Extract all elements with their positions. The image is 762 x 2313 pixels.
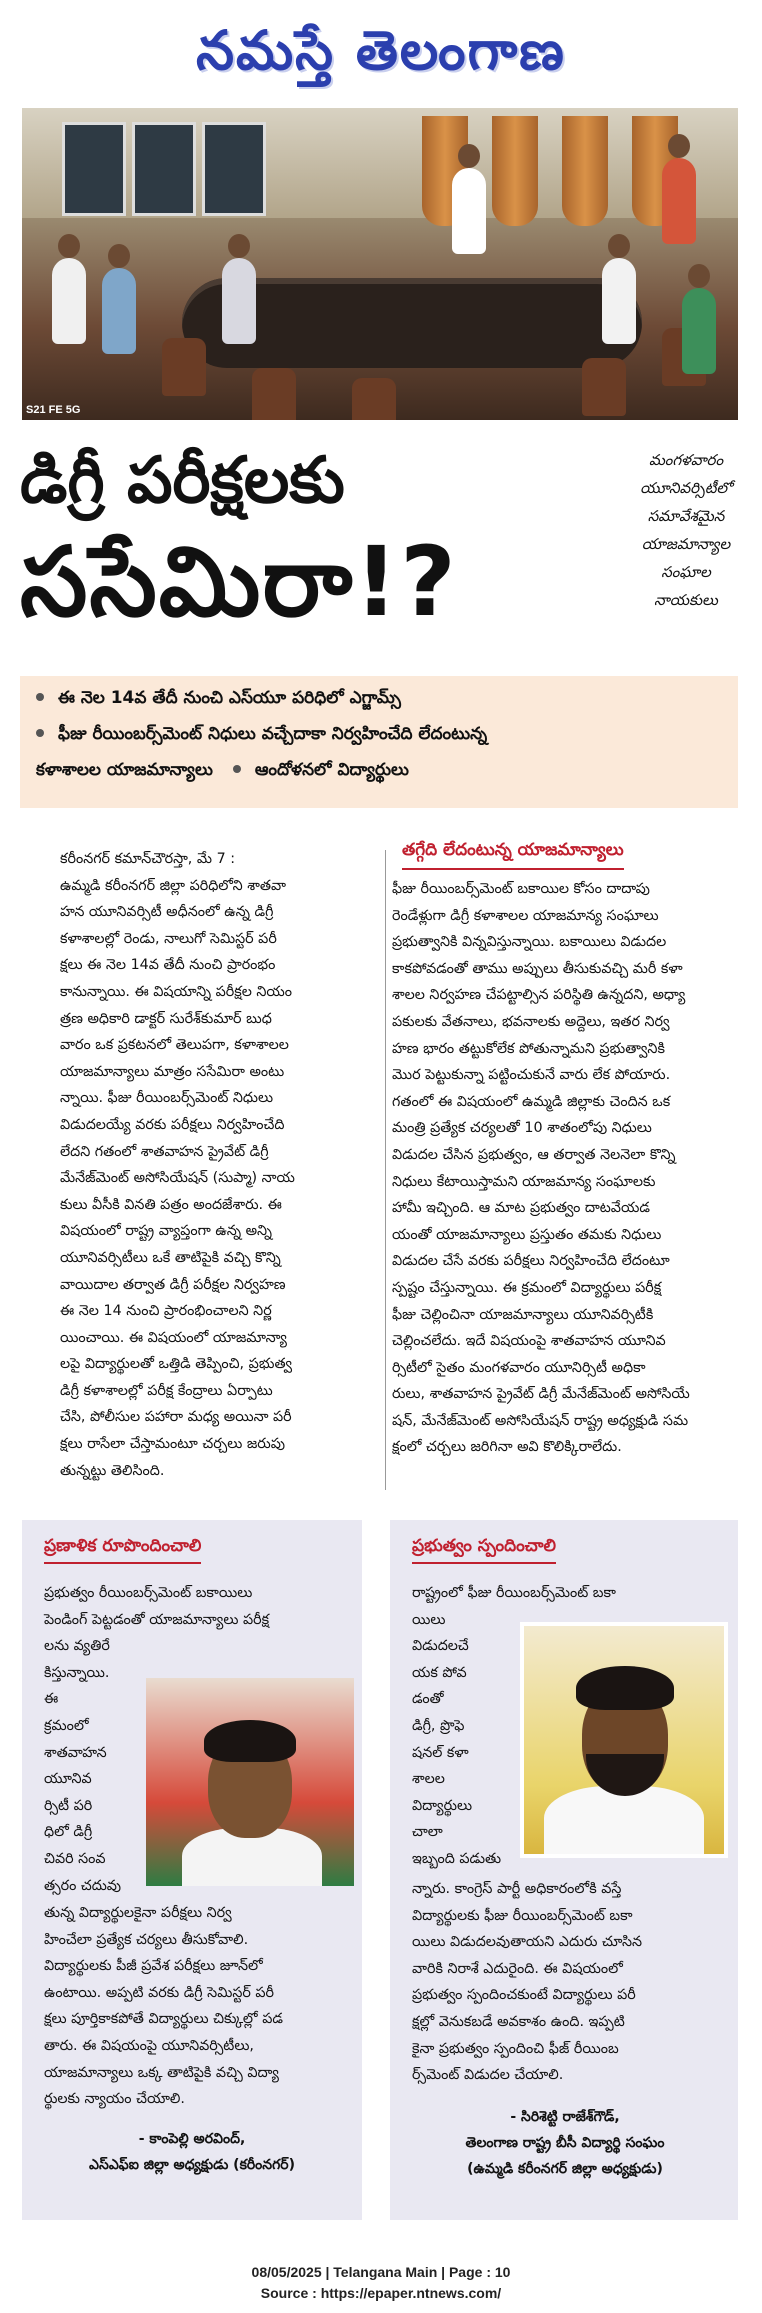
article-line: యంతో యాజమాన్యాలు ప్రస్తుతం తమకు నిధులు bbox=[392, 1226, 662, 1243]
photo-chair bbox=[252, 368, 296, 420]
quote-line: యక పోవ bbox=[412, 1664, 467, 1681]
article-line: మంత్రి ప్రత్యేక చర్యలతో 10 శాతంలోపు నిధులు bbox=[392, 1120, 652, 1137]
subheading-managements bbox=[402, 840, 624, 868]
quote-line: క్షలు పూర్తికాకపోతే విద్యార్థులు చిక్కుల్లో పడ bbox=[44, 2011, 283, 2028]
quote-line: కైనా ప్రభుత్వం స్పందించి ఫీజ్ రీయింబ bbox=[412, 2040, 619, 2057]
photo-person bbox=[52, 258, 86, 344]
photo-person-head bbox=[458, 144, 480, 168]
photo-person-head bbox=[108, 244, 130, 268]
photo-person bbox=[662, 158, 696, 244]
quote-line: విడుదలచే bbox=[412, 1638, 469, 1655]
quote-box-left bbox=[22, 1520, 362, 2220]
article-line: ప్రభుత్వానికి విన్నవిస్తున్నాయి. బకాయిలు విడుదల bbox=[392, 934, 667, 951]
article-line: ఉమ్మడి కరీంనగర్ జిల్లా పరిధిలోని శాతవా bbox=[60, 877, 286, 894]
highlight-text: ఆందోళనలో విద్యార్థులు bbox=[254, 760, 409, 780]
photo-person-head bbox=[58, 234, 80, 258]
byline-designation: (ఉమ్మడి కరీంనగర్ జిల్లా అధ్యక్షుడు) bbox=[467, 2161, 663, 2177]
photo-wall bbox=[22, 108, 738, 218]
quote-box-text-bottom bbox=[412, 1876, 728, 2089]
article-line: యించాయి. ఈ విషయంలో యాజమాన్యా bbox=[60, 1329, 287, 1346]
article-line: ఈ నెల 14 నుంచి ప్రారంభించాలని నిర్ణ bbox=[60, 1303, 272, 1320]
quote-line: యాజమాన్యాలు ఒక్క తాటిపైకి వచ్చి విద్యా bbox=[44, 2064, 279, 2081]
footer-source-link[interactable]: Source : https://epaper.ntnews.com/ bbox=[260, 2285, 502, 2301]
quote-box-text-bottom bbox=[44, 1900, 354, 2113]
article-line: మొర పెట్టుకున్నా పట్టించుకునే వారు లేక పోయారు. bbox=[392, 1067, 671, 1084]
quote-line: చాలా bbox=[412, 1824, 443, 1841]
news-photo bbox=[22, 108, 738, 420]
article-line: ఫీజు చెల్లించినా యాజమాన్యాలు యూనివర్సిటీకి bbox=[392, 1306, 654, 1323]
sidenote-line: నాయకులు bbox=[654, 591, 718, 609]
quote-line: యిలు bbox=[412, 1611, 446, 1628]
quote-line: తున్న విద్యార్థులకైనా పరీక్షలు నిర్వ bbox=[44, 1905, 232, 1921]
sidenote-line: యూనివర్సిటీలో bbox=[640, 479, 732, 497]
quote-line: విద్యార్థులకు పీజీ ప్రవేశ పరీక్షలు జూన్‌లో bbox=[44, 1958, 263, 1975]
article-line: యాజమాన్యాలు మాత్రం ససేమిరా అంటు bbox=[60, 1063, 285, 1080]
quote-line: హించేలా ప్రత్యేక చర్యలు తీసుకోవాలి. bbox=[44, 1931, 249, 1948]
photo-device-caption: S21 FE 5G bbox=[26, 404, 81, 416]
byline-rajesh bbox=[398, 2104, 732, 2182]
article-line: గతంలో ఈ విషయంలో ఉమ్మడి జిల్లాకు చెందిన ఒక bbox=[392, 1093, 671, 1110]
quote-line: చివరి సంవ bbox=[44, 1850, 106, 1867]
quote-line: శాలల bbox=[412, 1771, 445, 1788]
photo-curtain bbox=[562, 116, 608, 226]
article-line: కాకపోవడంతో తాము అప్పులు తీసుకువచ్చి మరీ కళా bbox=[392, 960, 683, 977]
highlight-row bbox=[36, 684, 401, 712]
photo-window bbox=[62, 122, 126, 216]
article-column-left bbox=[60, 846, 382, 1484]
highlight-text: ఈ నెల 14వ తేదీ నుంచి ఎస్‌యూ పరిధిలో ఎగ్జామ్స్ bbox=[58, 688, 401, 708]
highlights-box bbox=[20, 676, 738, 808]
article-line: డిగ్రీ కళాశాలల్లో పరీక్ష కేంద్రాలు ఏర్పాటు bbox=[60, 1382, 273, 1399]
article-line: క్షలు ఈ నెల 14వ తేదీ నుంచి ప్రారంభం bbox=[60, 957, 276, 974]
photo-chair bbox=[352, 378, 396, 420]
quote-box-right bbox=[390, 1520, 738, 2220]
photo-person bbox=[682, 288, 716, 374]
article-line: న్నాయి. ఫీజు రీయింబర్స్‌మెంట్ నిధులు bbox=[60, 1090, 274, 1107]
quote-line: డిగ్రీ, ప్రొఫె bbox=[412, 1717, 465, 1734]
photo-window bbox=[132, 122, 196, 216]
subheading-text: తగ్గేది లేదంటున్న యాజమాన్యాలు bbox=[402, 840, 624, 860]
article-line: లపై విద్యార్థులతో ఒత్తిడి తెప్పించి, ప్రభుత్వ bbox=[60, 1356, 293, 1373]
byline-designation: ఎస్ఎఫ్ఐ జిల్లా అధ్యక్షుడు (కరీంనగర్) bbox=[89, 2157, 295, 2173]
article-line: క్షంలో చర్చలు జరిగినా అవి కొలిక్కిరాలేదు. bbox=[392, 1439, 622, 1456]
article-line: కళాశాలల్లో రెండు, నాలుగో సెమిస్టర్ పరీ bbox=[60, 930, 277, 947]
quote-line: ఉంటాయి. అప్పటి వరకు డిగ్రీ సెమిస్టర్ పరీ bbox=[44, 1984, 275, 2001]
quote-line: రాష్ట్రంలో ఫీజు రీయింబర్స్‌మెంట్ బకా bbox=[412, 1585, 616, 1601]
heading-underline bbox=[412, 1562, 556, 1564]
photo-window bbox=[202, 122, 266, 216]
article-line: నిధులు కేటాయిస్తామని యాజమాన్య సంఘాలకు bbox=[392, 1173, 656, 1190]
bullet-icon bbox=[233, 765, 241, 773]
quote-line: డంతో bbox=[412, 1691, 444, 1708]
article-line: షన్, మేనేజ్‌మెంట్ అసోసియేషన్ రాష్ట్ర అధ్యక్షుడి సమ bbox=[392, 1412, 689, 1429]
footer-edition-info: 08/05/2025 | Telangana Main | Page : 10 bbox=[251, 2264, 511, 2280]
quote-line: శాతవాహన bbox=[44, 1744, 107, 1761]
quote-line: క్షల్లో వెనుకబడే అవకాశం ఉంది. ఇప్పటి bbox=[412, 2013, 625, 2030]
photo-chair bbox=[582, 358, 626, 416]
photo-person bbox=[602, 258, 636, 344]
article-line: విడుదలయ్యే వరకు పరీక్షలు నిర్వహించేది bbox=[60, 1116, 285, 1133]
quote-line: షనల్ కళా bbox=[412, 1744, 469, 1761]
quote-box-heading bbox=[412, 1536, 556, 1560]
byline-designation: తెలంగాణ రాష్ట్ర బీసీ విద్యార్థి సంఘం bbox=[465, 2135, 665, 2151]
quote-line: ప్రభుత్వం స్పందించకుంటే విద్యార్థులు పరీ bbox=[412, 1987, 636, 2004]
portrait-hair bbox=[204, 1720, 296, 1762]
masthead bbox=[0, 0, 762, 100]
article-line: హామీ ఇచ్చింది. ఆ మాట ప్రభుత్వం దాటవేయడ bbox=[392, 1200, 650, 1217]
headline bbox=[20, 440, 620, 642]
quote-line: ర్థులకు న్యాయం చేయాలి. bbox=[44, 2091, 185, 2108]
portrait-aravind bbox=[146, 1678, 354, 1886]
headline-line-2: ససేమిరా!? bbox=[20, 526, 458, 638]
article-line: యూనివర్సిటీలు ఒకే తాటిపైకి వచ్చి కొన్ని bbox=[60, 1249, 281, 1266]
quote-line: కిస్తున్నాయి. bbox=[44, 1664, 110, 1681]
article-line: విషయంలో రాష్ట్ర వ్యాప్తంగా ఉన్న అన్ని bbox=[60, 1223, 272, 1240]
photo-curtain bbox=[492, 116, 538, 226]
article-line: రులు, శాతవాహన ప్రైవేట్ డిగ్రీ మేనేజ్‌మెంట్ అసోసియే bbox=[392, 1386, 690, 1403]
highlight-text: ఫీజు రీయింబర్స్‌మెంట్ నిధులు వచ్చేదాకా నిర్వహించేది లేదంటున్న bbox=[58, 724, 488, 744]
article-line: కులు వీసీకి వినతి పత్రం అందజేశారు. ఈ bbox=[60, 1196, 282, 1213]
highlight-row bbox=[36, 720, 487, 748]
quote-line: విద్యార్థులకు ఫీజు రీయింబర్స్‌మెంట్ బకా bbox=[412, 1907, 633, 1924]
quote-line: విద్యార్థులు bbox=[412, 1797, 473, 1814]
article-line: ఫీజు రీయింబర్స్‌మెంట్ బకాయిల కోసం దాదాపు bbox=[392, 881, 650, 897]
heading-underline bbox=[44, 1562, 201, 1564]
photo-person-head bbox=[668, 134, 690, 158]
quote-line: లను వ్యతిరే bbox=[44, 1638, 110, 1655]
quote-line: వారికి నిరాశే ఎదురైంది. ఈ విషయంలో bbox=[412, 1960, 623, 1977]
photo-person-head bbox=[608, 234, 630, 258]
article-line: కానున్నాయి. ఈ విషయాన్ని పరీక్షల నియం bbox=[60, 983, 293, 1000]
sidenote-line: సమావేశమైన bbox=[647, 507, 725, 525]
sidenote-line: సంఘాల bbox=[661, 563, 711, 581]
portrait-shirt bbox=[544, 1786, 704, 1858]
quote-box-heading-text: ప్రణాళిక రూపొందించాలి bbox=[44, 1536, 202, 1556]
subheading-underline bbox=[402, 868, 624, 870]
headline-line-1: డిగ్రీ పరీక్షలకు bbox=[20, 444, 345, 518]
quote-line: ఇబ్బంది పడుతు bbox=[412, 1850, 502, 1867]
article-line: విడుదల చేసిన ప్రభుత్వం, ఆ తర్వాత నెలనెలా కొన్ని bbox=[392, 1146, 676, 1163]
photo-person-head bbox=[228, 234, 250, 258]
portrait-hair bbox=[576, 1666, 674, 1710]
article-line: పకులకు వేతనాలు, భవనాలకు అద్దెలు, ఇతర నిర్వ bbox=[392, 1013, 670, 1030]
highlight-row bbox=[36, 756, 409, 784]
article-line: హణ భారం తట్టుకోలేక పోతున్నామని ప్రభుత్వానికి bbox=[392, 1040, 665, 1057]
article-line: చెల్లించలేదు. ఇదే విషయంపై శాతవాహన యూనివ bbox=[392, 1333, 666, 1350]
quote-line: ప్రభుత్వం రీయింబర్స్‌మెంట్ బకాయిలు bbox=[44, 1585, 253, 1601]
quote-line: పెండింగ్ పెట్టడంతో యాజమాన్యాలు పరీక్ష bbox=[44, 1611, 270, 1628]
article-line: రెండేళ్లుగా డిగ్రీ కళాశాలల యాజమాన్య సంఘాలు bbox=[392, 907, 659, 924]
article-line: తున్నట్టు తెలిసింది. bbox=[60, 1462, 165, 1479]
article-line: విడుదల చేసే వరకు పరీక్షలు నిర్వహించేది లేదంటూ bbox=[392, 1253, 670, 1270]
article-line: హన యూనివర్సిటీ అధీనంలో ఉన్న డిగ్రీ bbox=[60, 904, 274, 921]
article-line: వారం ఒక ప్రకటనలో తెలుపగా, కళాశాలల bbox=[60, 1037, 289, 1054]
page-footer bbox=[0, 2262, 762, 2304]
quote-line: యూనివ bbox=[44, 1771, 92, 1788]
photo-person bbox=[222, 258, 256, 344]
bullet-icon bbox=[36, 693, 44, 701]
quote-line: త్సరం చదువు bbox=[44, 1877, 122, 1894]
quote-line: తారు. ఈ విషయంపై యూనివర్సిటీలు, bbox=[44, 2037, 254, 2054]
quote-line: ర్స్‌మెంట్ విడుదల చేయాలి. bbox=[412, 2067, 564, 2084]
photo-person-head bbox=[688, 264, 710, 288]
portrait-rajesh bbox=[520, 1622, 728, 1858]
sidenote-line: యాజమాన్యాల bbox=[641, 535, 731, 553]
article-line: మేనేజ్‌మెంట్ అసోసియేషన్ (సుప్మా) నాయ bbox=[60, 1170, 295, 1187]
article-line: త్రణ అధికారి డాక్టర్ సురేశ్‌కుమార్ బుధ bbox=[60, 1010, 272, 1027]
quote-line: క్రమంలో bbox=[44, 1717, 89, 1734]
quote-box-heading-text: ప్రభుత్వం స్పందించాలి bbox=[412, 1536, 556, 1556]
bullet-icon bbox=[36, 729, 44, 737]
quote-line: యిలు విడుదలవుతాయని ఎదురు చూసిన bbox=[412, 1934, 643, 1951]
quote-line: ధిలో డిగ్రీ bbox=[44, 1824, 93, 1841]
photo-chair bbox=[162, 338, 206, 396]
article-line: క్షలు రాసేలా చేస్తామంటూ చర్చలు జరుపు bbox=[60, 1436, 285, 1453]
photo-person bbox=[452, 168, 486, 254]
article-column-right bbox=[392, 876, 732, 1461]
sidenote-line: మంగళవారం bbox=[648, 451, 724, 469]
photo-sidenote bbox=[616, 446, 756, 614]
masthead-title: నమస్తే తెలంగాణ bbox=[196, 18, 566, 82]
quote-box-heading bbox=[44, 1536, 201, 1560]
article-line: కరీంనగర్ కమాన్‌చౌరస్తా, మే 7 : bbox=[60, 851, 236, 867]
quote-line: ర్సిటీ పరి bbox=[44, 1797, 93, 1814]
article-line: స్పష్టం చేస్తున్నాయి. ఈ క్రమంలో విద్యార్థులు పరీక్ష bbox=[392, 1279, 662, 1296]
column-divider bbox=[385, 850, 386, 1490]
article-line: లేదని గతంలో శాతవాహన ప్రైవేట్ డిగ్రీ bbox=[60, 1143, 269, 1160]
byline-aravind bbox=[32, 2126, 352, 2178]
byline-name: - సిరిశెట్టి రాజేశ్‌గౌడ్, bbox=[510, 2109, 620, 2125]
article-line: ర్సిటీలో సైతం మంగళవారం యూనిర్సిటీ అధికా bbox=[392, 1359, 646, 1376]
article-line: వాయిదాల తర్వాత డిగ్రీ పరీక్షల నిర్వహణ bbox=[60, 1276, 286, 1293]
article-line: చేసి, పోలీసుల పహారా మధ్య అయినా పరీ bbox=[60, 1409, 292, 1426]
quote-line: న్నారు. కాంగ్రెస్ పార్టీ అధికారంలోకి వస్తే bbox=[412, 1881, 622, 1897]
quote-line: ఈ bbox=[44, 1691, 59, 1708]
byline-name: - కాంపెల్లి అరవింద్, bbox=[138, 2131, 246, 2147]
highlight-text: కళాశాలల యాజమాన్యాలు bbox=[36, 760, 213, 780]
photo-person bbox=[102, 268, 136, 354]
article-line: శాలల నిర్వహణ చేపట్టాల్సిన పరిస్థితి ఉన్నదని, అధ్యా bbox=[392, 987, 686, 1004]
